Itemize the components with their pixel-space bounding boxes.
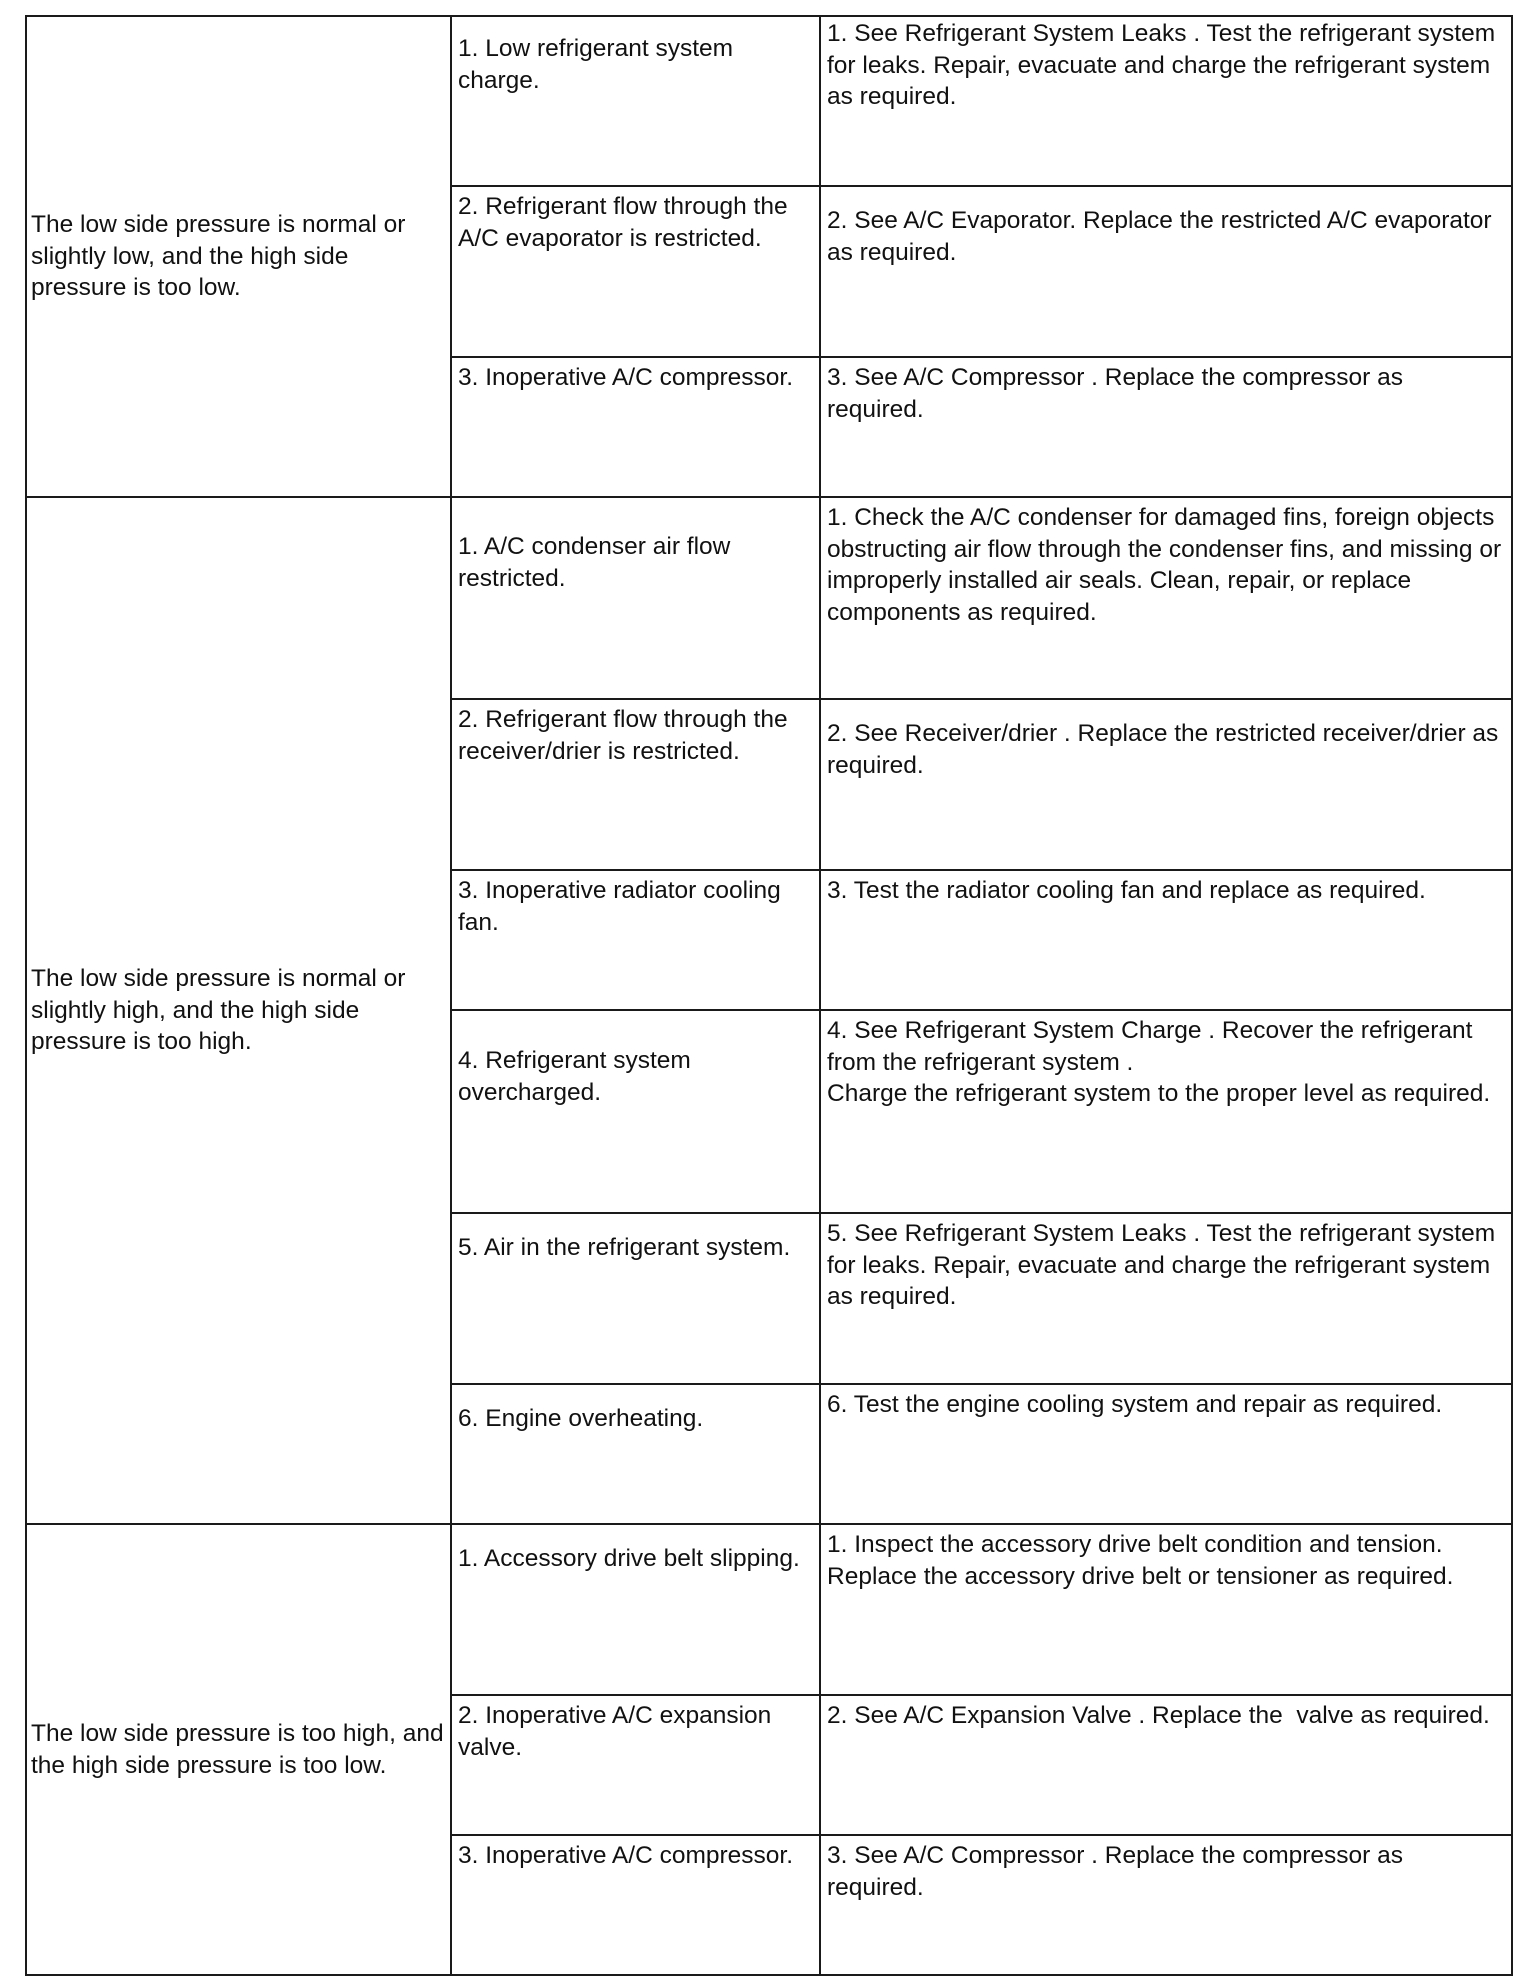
cause-text: 4. Refrigerant system overcharged. [458,1047,698,1106]
action-cell [820,1213,1512,1384]
cause-cell [451,357,820,497]
action-cell [820,1695,1512,1835]
action-text: 5. See Refrigerant System Leaks . Test the refrigerant system for leaks. Repair, evacuate and charge the refrigerant system as required. [827,1220,1502,1310]
cause-cell [451,1213,820,1384]
table-row [26,1524,1512,1695]
cause-text: 6. Engine overheating. [458,1405,704,1432]
table-row [26,16,1512,186]
diagnosis-table [25,15,1513,1976]
action-cell [820,1010,1512,1213]
cause-cell [451,1010,820,1213]
cause-text: 3. Inoperative A/C compressor. [458,364,793,391]
cause-text: 1. Low refrigerant system charge. [458,35,740,94]
condition-text: The low side pressure is normal or slightly low, and the high side pressure is too low. [31,211,406,302]
action-cell [820,870,1512,1010]
action-cell [820,1835,1512,1975]
action-cell [820,186,1512,357]
condition-text: The low side pressure is too high, and the high side pressure is too low. [31,1720,444,1779]
cause-cell [451,497,820,699]
action-text: 3. See A/C Compressor . Replace the compressor as required. [827,1842,1410,1901]
cause-text: 1. A/C condenser air flow restricted. [458,533,738,592]
cause-cell [451,1695,820,1835]
table-row [26,497,1512,699]
cause-cell [451,1524,820,1695]
cause-cell [451,1835,820,1975]
cause-cell [451,16,820,186]
action-text: 2. See Receiver/drier . Replace the restricted receiver/drier as required. [827,720,1506,779]
condition-text: The low side pressure is normal or slightly high, and the high side pressure is too high. [31,965,406,1056]
cause-text: 2. Inoperative A/C expansion valve. [458,1702,779,1761]
action-text: 2. See A/C Evaporator. Replace the restricted A/C evaporator as required. [827,207,1499,266]
action-cell [820,497,1512,699]
action-cell [820,1384,1512,1524]
condition-cell [26,1524,451,1975]
cause-text: 3. Inoperative A/C compressor. [458,1842,793,1869]
action-text: 4. See Refrigerant System Charge . Recover the refrigerant from the refrigerant system . Charge the refrigerant system to the proper level as required. [827,1017,1491,1107]
action-text: 3. Test the radiator cooling fan and replace as required. [827,877,1426,904]
action-text: 2. See A/C Expansion Valve . Replace the valve as required. [827,1702,1490,1729]
cause-text: 1. Accessory drive belt slipping. [458,1545,800,1572]
action-cell [820,16,1512,186]
cause-cell [451,186,820,357]
action-text: 1. See Refrigerant System Leaks . Test the refrigerant system for leaks. Repair, evacuate and charge the refrigerant system as required. [827,20,1502,110]
action-text: 1. Inspect the accessory drive belt condition and tension. Replace the accessory drive belt or tensioner as required. [827,1531,1454,1590]
cause-cell [451,870,820,1010]
cause-text: 2. Refrigerant flow through the receiver/drier is restricted. [458,706,795,765]
action-text: 1. Check the A/C condenser for damaged fins, foreign objects obstructing air flow through the condenser fins, and missing or improperly installed air seals. Clean, repair, or replace components as required. [827,504,1508,626]
cause-cell [451,699,820,870]
action-cell [820,699,1512,870]
action-cell [820,357,1512,497]
cause-cell [451,1384,820,1524]
condition-cell [26,16,451,497]
cause-text: 5. Air in the refrigerant system. [458,1234,791,1261]
condition-cell [26,497,451,1524]
action-cell [820,1524,1512,1695]
cause-text: 2. Refrigerant flow through the A/C evaporator is restricted. [458,193,794,252]
action-text: 6. Test the engine cooling system and repair as required. [827,1391,1443,1418]
cause-text: 3. Inoperative radiator cooling fan. [458,877,788,936]
action-text: 3. See A/C Compressor . Replace the compressor as required. [827,364,1410,423]
